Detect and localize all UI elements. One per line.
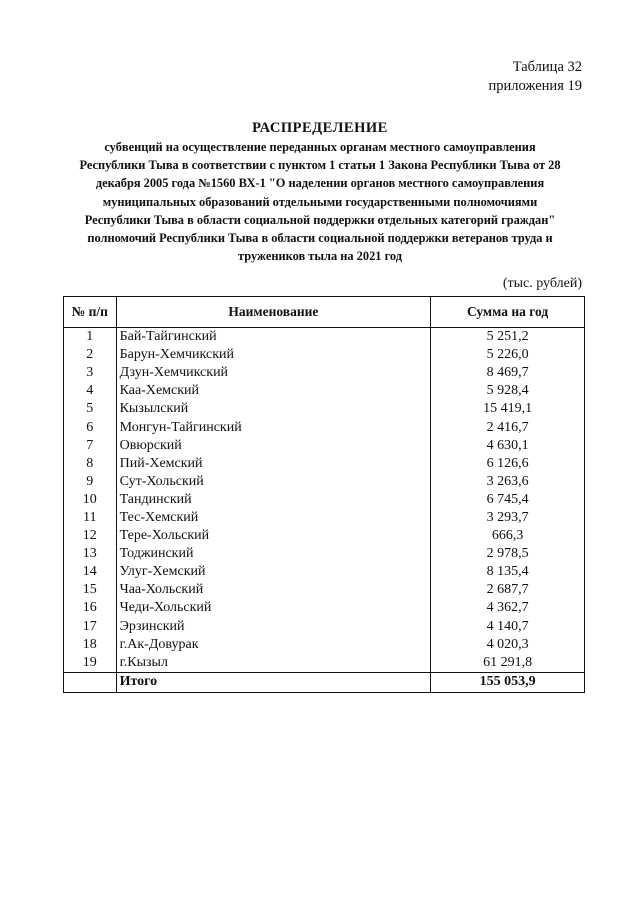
table-row [64,654,585,673]
total-number-cell [64,672,117,692]
row-name: Тандинский [116,491,431,509]
row-sum: 2 687,7 [431,581,585,599]
row-name: Чеди-Хольский [116,599,431,617]
row-sum: 6 126,6 [431,455,585,473]
row-name: Бай-Тайгинский [116,328,431,347]
row-sum: 15 419,1 [431,400,585,418]
row-number: 10 [64,491,117,509]
subtitle-line: Республики Тыва в области социальной поддержки отдельных категорий граждан" [84,212,556,227]
table-row [64,491,585,509]
row-number: 6 [64,418,117,436]
row-number: 9 [64,473,117,491]
subtitle-line: субвенций на осуществление переданных органам местного самоуправления [104,140,536,154]
table-row [64,473,585,491]
row-number: 19 [64,654,117,673]
document-title: РАСПРЕДЕЛЕНИЕ [252,120,388,136]
row-number: 13 [64,545,117,563]
row-number: 16 [64,599,117,617]
row-name: Сут-Хольский [116,473,431,491]
row-sum: 2 978,5 [431,545,585,563]
distribution-table [63,296,585,693]
row-name: Кызылский [116,400,431,418]
table-row [64,563,585,581]
row-sum: 5 928,4 [431,382,585,400]
row-name: Дзун-Хемчикский [116,364,431,382]
total-label: Итого [116,672,431,692]
row-number: 4 [64,382,117,400]
row-name: Каа-Хемский [116,382,431,400]
table-row [64,618,585,636]
row-name: Овюрский [116,437,431,455]
table-row [64,382,585,400]
row-name: Пий-Хемский [116,455,431,473]
row-number: 12 [64,527,117,545]
units-label: (тыс. рублей) [502,276,582,291]
table-row [64,527,585,545]
table-reference [489,58,582,96]
row-sum: 8 469,7 [431,364,585,382]
row-number: 8 [64,455,117,473]
row-number: 15 [64,581,117,599]
row-number: 14 [64,563,117,581]
subtitle-line: тружеников тыла на 2021 год [238,249,402,264]
row-sum: 4 020,3 [431,636,585,654]
row-sum: 2 416,7 [431,418,585,436]
row-sum: 3 293,7 [431,509,585,527]
table-row [64,400,585,418]
table-row [64,545,585,563]
table-row [64,581,585,599]
table-row [64,418,585,436]
row-sum: 8 135,4 [431,563,585,581]
subtitle-line: муниципальных образований отдельными государственными полномочиями [102,194,538,209]
row-sum: 5 226,0 [431,346,585,364]
table-row [64,455,585,473]
row-name: г.Кызыл [116,654,431,673]
row-sum: 61 291,8 [431,654,585,673]
row-name: Барун-Хемчикский [116,346,431,364]
row-name: Чаа-Хольский [116,581,431,599]
row-sum: 5 251,2 [431,328,585,347]
row-number: 11 [64,509,117,527]
row-sum: 6 745,4 [431,491,585,509]
row-name: Улуг-Хемский [116,563,431,581]
column-header-sum: Сумма на год [431,297,585,328]
row-name: Эрзинский [116,618,431,636]
table-row [64,437,585,455]
total-row [64,672,585,692]
row-name: Тоджинский [116,545,431,563]
table-row [64,509,585,527]
table-header-row [64,297,585,328]
row-name: Монгун-Тайгинский [116,418,431,436]
subtitle-line: декабря 2005 года №1560 ВХ-1 "О наделении органов местного самоуправления [95,176,545,191]
row-name: Тес-Хемский [116,509,431,527]
row-number: 18 [64,636,117,654]
table-row [64,636,585,654]
row-name: г.Ак-Довурак [116,636,431,654]
total-sum: 155 053,9 [431,672,585,692]
row-sum: 4 362,7 [431,599,585,617]
table-row [64,346,585,364]
table-row [64,328,585,347]
row-number: 2 [64,346,117,364]
row-sum: 4 140,7 [431,618,585,636]
column-header-name: Наименование [116,297,431,328]
row-number: 5 [64,400,117,418]
row-number: 17 [64,618,117,636]
subtitle-line: полномочий Республики Тыва в области социальной поддержки ветеранов труда и [87,231,553,246]
row-number: 1 [64,328,117,347]
subtitle-line: Республики Тыва в соответствии с пунктом 1 статьи 1 Закона Республики Тыва от 28 [79,158,561,173]
table-body [64,328,585,693]
row-name: Тере-Хольский [116,527,431,545]
row-sum: 4 630,1 [431,437,585,455]
row-sum: 3 263,6 [431,473,585,491]
row-number: 7 [64,437,117,455]
table-number: Таблица 32 [512,59,582,75]
row-sum: 666,3 [431,527,585,545]
column-header-number: № п/п [64,297,117,328]
row-number: 3 [64,364,117,382]
table-row [64,364,585,382]
document-subtitle [70,138,570,265]
appendix-number: приложения 19 [488,78,582,94]
table-row [64,599,585,617]
